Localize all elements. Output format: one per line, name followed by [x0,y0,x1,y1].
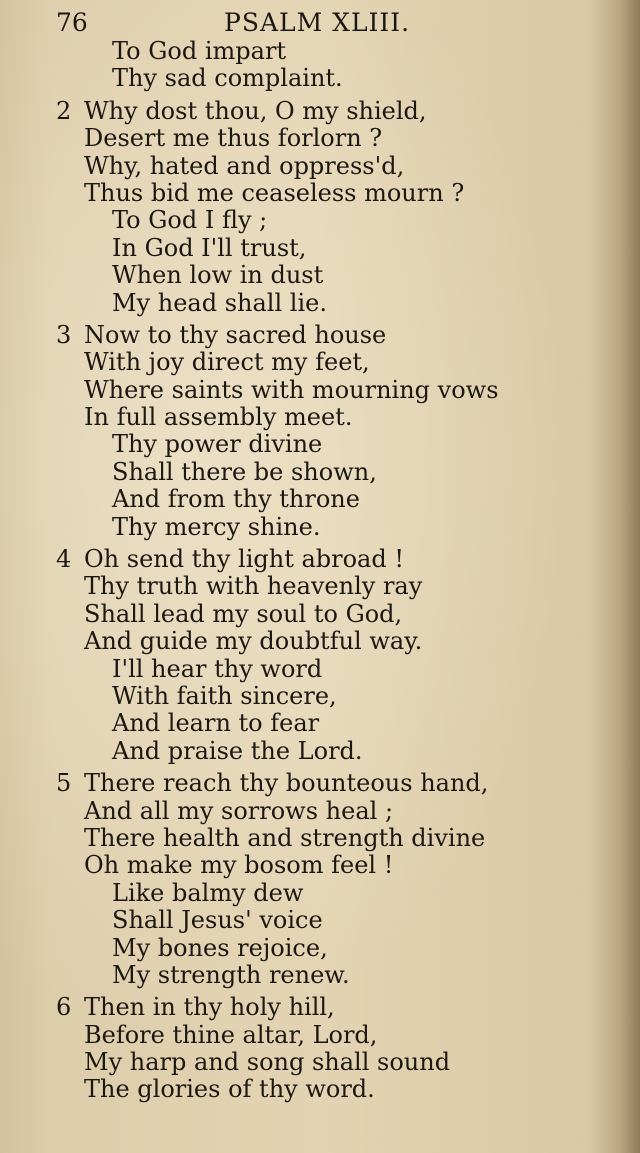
verse-line-text: To God I fly ; [112,206,268,235]
verse-line [0,994,640,1021]
verse-line-text: Oh send thy light abroad ! [84,545,405,574]
verse-line-text: Thus bid me ceaseless mourn ? [84,178,465,207]
verse-line-text: And guide my doubtful way. [84,627,423,656]
verse-line-text: Shall Jesus' voice [112,906,323,935]
verse-line [0,852,640,879]
verse-line [0,1049,640,1076]
verse-line-text: Then in thy holy hill, [84,993,335,1022]
verse-line-text: My head shall lie. [112,288,327,317]
verse-line-text: And praise the Lord. [112,736,363,765]
verse-line [0,38,640,65]
stanza [0,38,640,93]
verse-line [0,907,640,934]
verse-line-text: And learn to fear [112,709,320,738]
verse-line-text: Oh make my bosom feel ! [84,851,394,880]
verse-line-text: In full assembly meet. [84,403,353,432]
verse-line [0,98,640,125]
stanza-number: 6 [56,993,72,1022]
verse-line-text: Thy sad complaint. [112,64,343,93]
verse-line [0,825,640,852]
verse-line-text: Why, hated and oppress'd, [84,151,405,180]
page-header [0,4,640,40]
stanza-number: 2 [56,96,72,125]
verse-line [0,880,640,907]
verse-line-text: Now to thy sacred house [84,320,387,349]
verse-line [0,431,640,458]
verse-line-text: Why dost thou, O my shield, [84,96,427,125]
verse-line [0,656,640,683]
verse-line-text: Thy power divine [112,430,323,459]
verse-line-text: Desert me thus forlorn ? [84,124,383,153]
stanza-number: 3 [56,320,72,349]
verse-line [0,153,640,180]
verse-line-text: There health and strength divine [84,823,486,852]
verse-line [0,235,640,262]
verse-line [0,290,640,317]
verse-line-text: Like balmy dew [112,878,304,907]
verse-line-text: The glories of thy word. [84,1075,375,1104]
stanza [0,770,640,989]
verse-line [0,601,640,628]
verse-line-text: Where saints with mourning vows [84,375,499,404]
verse-line-text: Thy truth with heavenly ray [84,572,423,601]
verse-line [0,377,640,404]
verse-line-text: With faith sincere, [112,681,337,710]
verse-line [0,65,640,92]
verse-line-text: And all my sorrows heal ; [84,796,394,825]
verse-line-text: With joy direct my feet, [84,348,370,377]
hymn-text [0,38,640,1109]
verse-line [0,683,640,710]
verse-line [0,738,640,765]
verse-line-text: To God impart [112,37,287,65]
page-number: 76 [56,8,88,37]
verse-line [0,262,640,289]
verse-line [0,770,640,797]
verse-line-text: Thy mercy shine. [112,512,321,541]
verse-line-text: Shall lead my soul to God, [84,599,403,628]
verse-line-text: Shall there be shown, [112,457,377,486]
stanza [0,322,640,541]
verse-line-text: My harp and song shall sound [84,1048,451,1077]
verse-line [0,710,640,737]
verse-line [0,628,640,655]
verse-line [0,459,640,486]
verse-line [0,1022,640,1049]
stanza-number: 4 [56,545,72,574]
verse-line [0,962,640,989]
stanza [0,98,640,317]
verse-line-text: There reach thy bounteous hand, [84,769,489,798]
stanza [0,994,640,1104]
verse-line [0,207,640,234]
verse-line-text: And from thy throne [112,485,360,514]
verse-line [0,322,640,349]
verse-line [0,486,640,513]
verse-line [0,349,640,376]
verse-line-text: My strength renew. [112,960,350,989]
verse-line-text: I'll hear thy word [112,654,323,683]
verse-line [0,125,640,152]
verse-line [0,798,640,825]
verse-line [0,404,640,431]
verse-line [0,935,640,962]
stanza-number: 5 [56,769,72,798]
verse-line-text: My bones rejoice, [112,933,328,962]
verse-line [0,180,640,207]
verse-line [0,1076,640,1103]
stanza [0,546,640,765]
verse-line-text: Before thine altar, Lord, [84,1020,378,1049]
verse-line-text: When low in dust [112,261,324,290]
running-head: PSALM XLIII. [224,8,411,37]
verse-line [0,546,640,573]
verse-line [0,573,640,600]
verse-line [0,514,640,541]
verse-line-text: In God I'll trust, [112,233,307,262]
